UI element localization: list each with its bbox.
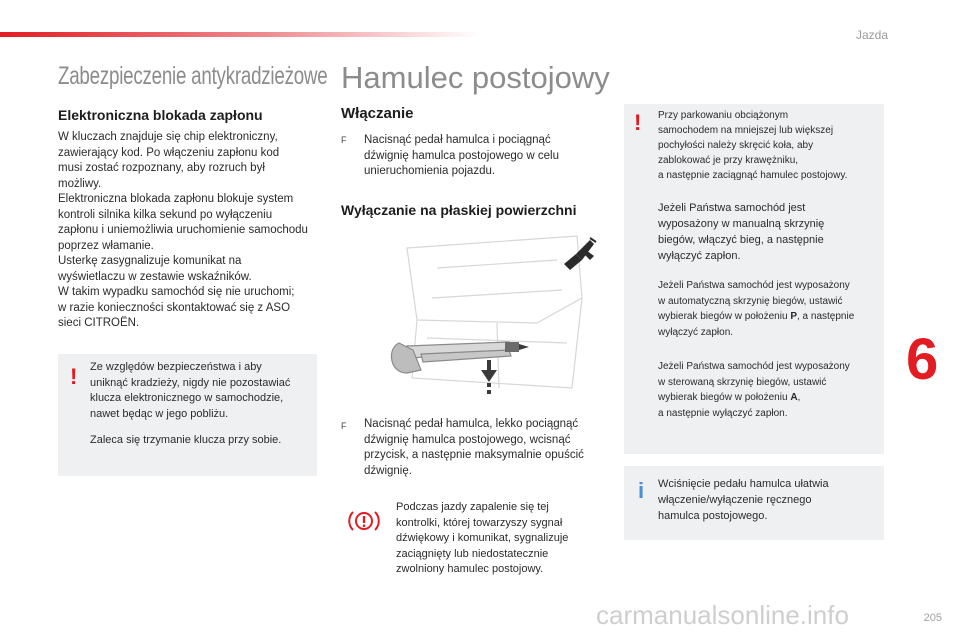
text-line: Nacisnąć pedał hamulca i pociągnąć <box>364 134 551 146</box>
text-line: przycisk, a następnie maksymalnie opuścić <box>364 449 584 461</box>
text-line: wyłączyć zapłon. <box>658 250 741 262</box>
text-line: wyłączyć zapłon. <box>658 326 734 338</box>
text-line: hamulca postojowego. <box>658 510 768 522</box>
text-line: Jeżeli Państwa samochód jest wyposażony <box>658 280 850 291</box>
text-line: włączenie/wyłączenie ręcznego <box>658 494 812 506</box>
text-line: wybierak biegów w położeniu P, a następnie <box>658 311 855 322</box>
chapter-tab <box>898 320 960 408</box>
text-line: możliwy. <box>58 177 102 190</box>
chapter-tab-number: 6 <box>906 327 939 392</box>
text-line: kontrolki, której towarzyszy sygnał <box>396 516 563 529</box>
chapter-title: Jazda <box>855 28 888 42</box>
text-line: a następnie wyłączyć zapłon. <box>658 407 788 419</box>
warning-lamp-text <box>396 500 616 578</box>
text-line: sieci CITROËN. <box>58 317 140 329</box>
apply-text <box>364 133 604 180</box>
text-line: w sterowaną skrzynię biegów, ustawić <box>658 376 827 388</box>
text-line: Jeżeli Państwa samochód jest wyposażony <box>658 361 850 372</box>
text-line: poprzez włamanie. <box>58 239 154 252</box>
text-line: Jeżeli Państwa samochód jest <box>658 202 806 214</box>
bullet-icon: F <box>341 421 347 431</box>
heading-apply: Włączanie <box>341 105 414 122</box>
text-line: Nacisnąć pedał hamulca, lekko pociągnąć <box>364 418 579 430</box>
text-line: biegów, włączyć bieg, a następnie <box>658 234 824 246</box>
text-line: zawierający kod. Po włączeniu zapłonu kod <box>58 146 280 159</box>
text-line: Podczas jazdy zapalenie się tej <box>396 501 549 513</box>
text-line: dźwiękowy i komunikat, sygnalizuje <box>396 532 569 544</box>
automatic-gearbox-text <box>658 278 884 340</box>
warning-icon: ! <box>634 110 642 135</box>
text-line: wybierak biegów w położeniu A, <box>658 392 801 403</box>
text-line: dźwignię hamulca postojowego w celu <box>364 149 559 162</box>
text-line: Wciśnięcie pedału hamulca ułatwia <box>658 478 829 490</box>
text-line: W takim wypadku samochód się nie uruchomi; <box>58 286 295 298</box>
text-line: uniknąć kradzieży, nigdy nie pozostawiać <box>90 376 291 389</box>
text-line: klucza elektronicznego w samochodzie, <box>90 392 284 404</box>
text-line: Ze względów bezpieczeństwa i aby <box>90 361 262 373</box>
text-line: nawet będąc w jego pobliżu. <box>90 407 229 420</box>
text-line: Elektroniczna blokada zapłonu blokuje system <box>58 193 294 205</box>
section-title-parking-brake: Hamulec postojowy <box>341 60 610 95</box>
slope-warning-text <box>658 108 884 183</box>
header-accent-bar <box>0 32 480 37</box>
section-title-antitheft: Zabezpieczenie antykradzieżowe <box>58 62 328 90</box>
heading-immobiliser: Elektroniczna blokada zapłonu <box>58 107 263 123</box>
info-icon: i <box>638 478 645 503</box>
manual-gearbox-text <box>658 200 880 264</box>
release-text <box>364 417 609 479</box>
text-line: w automatyczną skrzynię biegów, ustawić <box>658 295 843 307</box>
text-line: zapłonu i uniemożliwia uruchomienie samochodu <box>58 224 308 236</box>
text-line: Zaleca się trzymanie klucza przy sobie. <box>90 434 282 446</box>
text-line: zaciągnięty lub niedostatecznie <box>396 547 549 560</box>
text-line: Usterkę zasygnalizuje komunikat na <box>58 255 242 267</box>
text-line: musi zostać rozpoznany, aby rozruch był <box>58 162 265 174</box>
brake-warning-lamp-icon <box>347 508 381 534</box>
info-text <box>658 476 880 524</box>
watermark: carmanualsonline.info <box>596 600 849 630</box>
text-line: wyświetlaczu w zestawie wskaźników. <box>58 270 252 283</box>
text-line: pochyłości należy skręcić koła, aby <box>658 140 814 151</box>
text-line: wyposażony w manualną skrzynię <box>658 218 825 230</box>
heading-release: Wyłączanie na płaskiej powierzchni <box>341 202 577 218</box>
text-line: w razie konieczności skontaktować się z ASO <box>58 301 291 314</box>
text-line: dźwignię. <box>364 464 412 477</box>
text-line: samochodem na mniejszej lub większej <box>658 125 834 136</box>
text-line: zablokować je przy krawężniku, <box>658 155 799 166</box>
gear-position-a: A <box>790 392 798 403</box>
text-line: a następnie zaciągnąć hamulec postojowy. <box>658 170 848 181</box>
text-line: dźwignię hamulca postojowego, wcisnąć <box>364 433 571 446</box>
page-number: 205 <box>923 612 942 624</box>
text-line: Przy parkowaniu obciążonym <box>658 110 789 121</box>
text-line: kontroli silnika kilka sekund po wyłączeniu <box>58 208 273 221</box>
gear-position-p: P <box>790 311 797 322</box>
immobiliser-text <box>58 130 320 332</box>
text-line: zwolniony hamulec postojowy. <box>396 563 544 575</box>
text-line: unieruchomienia pojazdu. <box>364 165 496 177</box>
text-line: W kluczach znajduje się chip elektroniczny, <box>58 131 278 143</box>
robotised-gearbox-text <box>658 359 884 421</box>
hand-lever-icon <box>560 236 598 272</box>
warning-icon: ! <box>70 364 78 389</box>
bullet-icon: F <box>341 135 347 145</box>
key-warning-text <box>90 360 312 449</box>
